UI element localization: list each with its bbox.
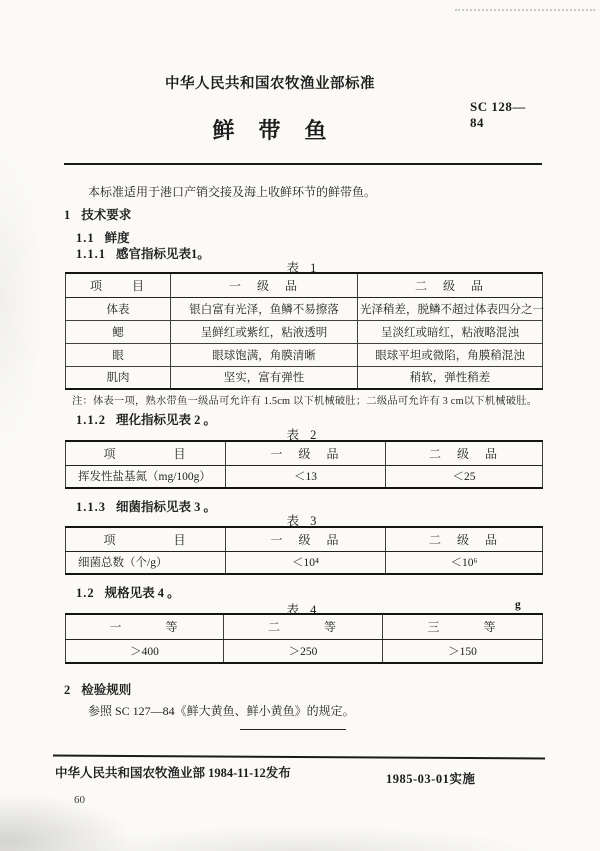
t1-grade2: 眼球平坦或微陷，角膜稍混浊	[358, 343, 543, 366]
title-rule	[64, 163, 542, 165]
t1-header-grade2: 二 级 品	[358, 273, 543, 297]
t1-item: 肌肉	[66, 366, 171, 389]
t4-grade3: ＞150	[383, 639, 543, 663]
table-1	[65, 272, 542, 390]
t1-grade2: 光泽稍差，脱鳞不超过体表四分之一	[358, 297, 543, 320]
table-4	[65, 613, 542, 664]
table-row	[66, 273, 543, 297]
table-row	[66, 639, 543, 663]
t1-grade1: 眼球饱满，角膜清晰	[171, 343, 358, 366]
section-1-1-1-title: 感官指标见表1。	[116, 247, 210, 261]
section-1-2-number: 1.2	[76, 586, 95, 600]
section-1-1-1-number: 1.1.1	[76, 247, 106, 261]
document-org-line: 中华人民共和国农牧渔业部标准	[165, 76, 375, 92]
table-1-note: 注：体表一项，熟水带鱼一级品可允许有 1.5cm 以下机械破肚；二级品可允许有 3 cm以下机械破肚。	[72, 396, 538, 407]
document-title: 鲜 带 鱼	[212, 118, 328, 143]
t2-header-grade1: 一 级 品	[226, 441, 386, 465]
table-row	[66, 465, 543, 488]
section-1-2-title: 规格见表 4 。	[104, 586, 180, 600]
table-3-caption: 表 3	[286, 514, 321, 528]
t4-header-grade1: 一 等	[66, 614, 224, 639]
t1-item: 鳃	[66, 320, 171, 343]
t4-header-grade2: 二 等	[224, 614, 383, 639]
t4-header-grade3: 三 等	[383, 614, 543, 639]
t1-item: 体表	[66, 297, 171, 320]
table-1-caption: 表 1	[286, 261, 321, 275]
t1-header-item: 项 目	[66, 273, 171, 297]
t4-grade1: ＞400	[66, 639, 224, 663]
table-row	[66, 441, 543, 465]
section-1-1-2-title: 理化指标见表 2 。	[116, 413, 217, 427]
t1-grade1: 呈鲜红或紫红，粘液透明	[171, 320, 358, 343]
t3-grade2: ＜10⁶	[386, 551, 543, 574]
section-2-heading	[64, 680, 131, 698]
section-2-number: 2	[64, 683, 72, 697]
section-1-heading	[64, 205, 131, 223]
table-4-unit: g	[515, 599, 521, 611]
t2-header-grade2: 二 级 品	[386, 441, 543, 465]
section-1-1-3-title: 细菌指标见表 3 。	[116, 500, 217, 514]
t1-header-grade1: 一 级 品	[171, 273, 358, 297]
section-1-2-heading	[76, 583, 180, 601]
table-row	[66, 297, 543, 320]
t1-grade1: 银白富有光泽，鱼鳞不易擦落	[171, 297, 358, 320]
t3-item: 细菌总数（个/g）	[66, 551, 226, 574]
t1-grade2: 稍软，弹性稍差	[358, 366, 543, 389]
t1-grade1: 坚实，富有弹性	[171, 366, 358, 389]
t3-header-grade2: 二 级 品	[386, 527, 543, 551]
table-2	[65, 440, 542, 489]
page-number: 60	[74, 794, 85, 806]
footer-issued: 中华人民共和国农牧渔业部 1984-11-12发布	[55, 766, 291, 780]
table-row	[66, 320, 543, 343]
t1-grade2: 呈淡红或暗红，粘液略混浊	[358, 320, 543, 343]
t2-header-item: 项 目	[66, 441, 226, 465]
section-2-title: 检验规则	[81, 683, 132, 697]
section-1-number: 1	[64, 208, 72, 222]
section-2-body: 参照 SC 127—84《鲜大黄鱼、鲜小黄鱼》的规定。	[88, 704, 355, 718]
footer-rule	[53, 754, 545, 759]
scope-paragraph: 本标准适用于港口产销交接及海上收鲜环节的鲜带鱼。	[88, 185, 377, 199]
table-4-caption: 表 4	[286, 603, 321, 617]
section-1-title: 技术要求	[81, 208, 132, 222]
t1-item: 眼	[66, 343, 171, 366]
section-1-1-3-number: 1.1.3	[76, 500, 106, 514]
t4-grade2: ＞250	[224, 639, 383, 663]
table-3	[65, 526, 542, 575]
section-1-1-title: 鲜度	[104, 231, 130, 245]
end-of-text-rule	[240, 729, 346, 730]
table-row	[66, 614, 543, 639]
t2-grade2: ＜25	[386, 465, 543, 488]
t3-header-item: 项 目	[66, 527, 226, 551]
table-row	[66, 343, 543, 366]
section-1-1-number: 1.1	[76, 231, 95, 245]
scan-artifact	[455, 9, 595, 11]
t2-item: 挥发性盐基氮（mg/100g）	[66, 465, 226, 488]
footer-implemented: 1985-03-01实施	[386, 772, 476, 786]
t3-header-grade1: 一 级 品	[226, 527, 386, 551]
standard-number: SC 128—84	[470, 99, 526, 130]
t3-grade1: ＜10⁴	[226, 551, 386, 574]
t2-grade1: ＜13	[226, 465, 386, 488]
table-row	[66, 551, 543, 574]
table-2-caption: 表 2	[286, 428, 321, 442]
table-row	[66, 527, 543, 551]
table-row	[66, 366, 543, 389]
section-1-1-2-number: 1.1.2	[76, 413, 106, 427]
